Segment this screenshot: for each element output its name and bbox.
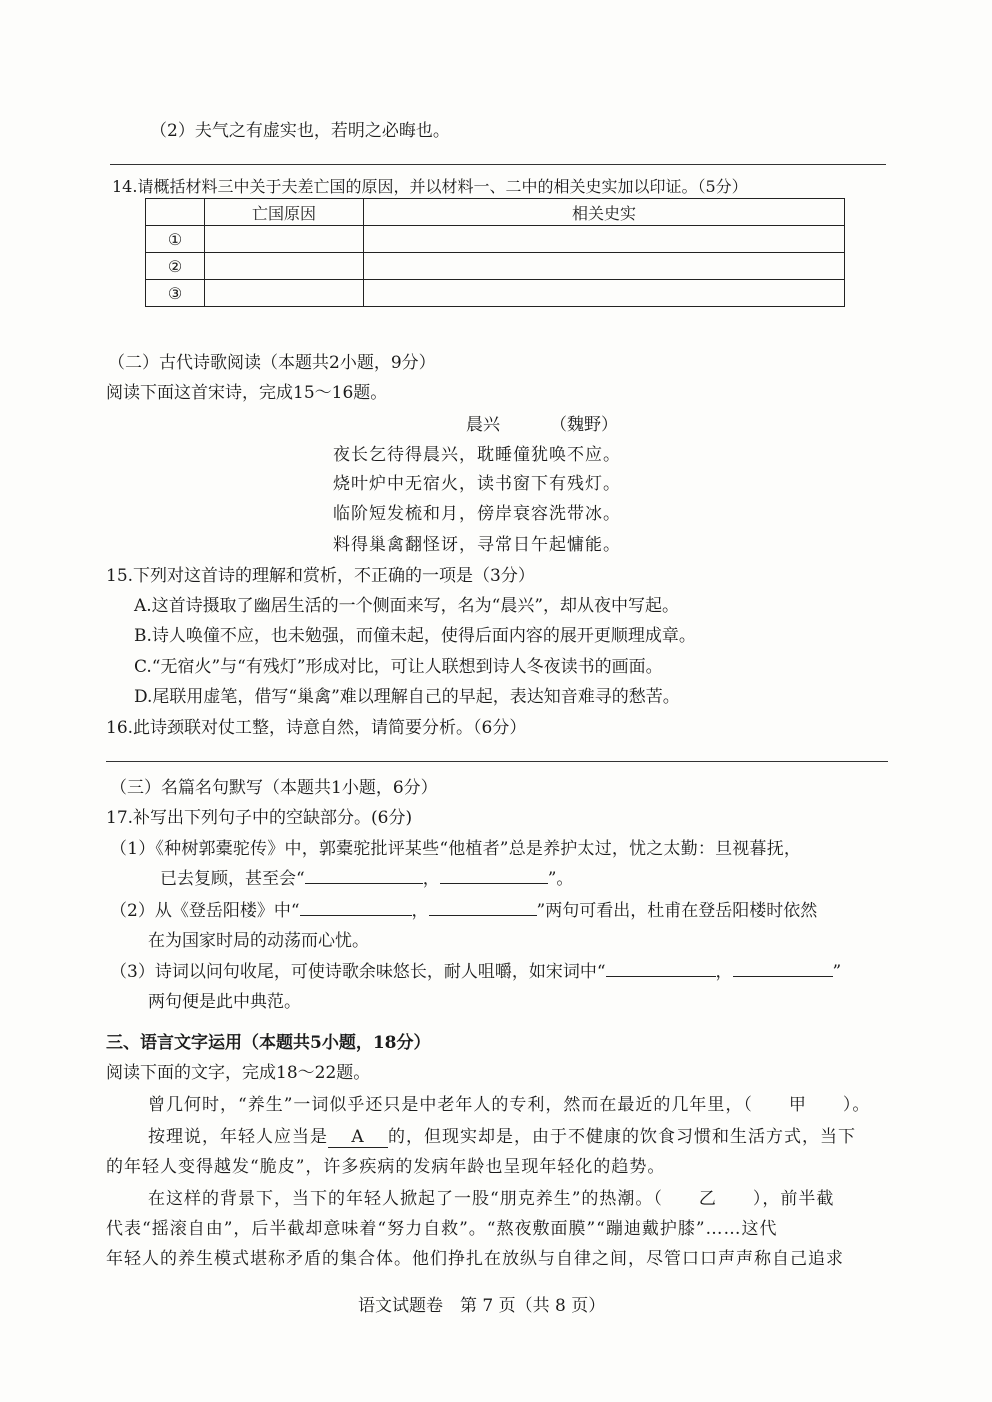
section-intro: 阅读下面的文字，完成18～22题。 <box>106 1063 371 1083</box>
answer-line <box>106 761 888 762</box>
passage-p3-line3: 年轻人的养生模式堪称矛盾的集合体。他们挣扎在放纵与自律之间，尽管口口声声称自己追求 <box>106 1249 844 1269</box>
passage-p2 <box>148 1122 856 1148</box>
q17-item2 <box>110 896 817 921</box>
section-heading: （二）古代诗歌阅读（本题共2小题，9分） <box>108 353 436 373</box>
q17-item3 <box>110 957 841 982</box>
q14-table <box>145 198 845 307</box>
answer-cell[interactable] <box>364 253 845 280</box>
table-row <box>146 226 845 253</box>
item-text: 已去复顾，甚至会“ <box>160 869 305 889</box>
q13-line2: （2）夫气之有虚实也，若明之必晦也。 <box>150 121 450 141</box>
section-intro: 阅读下面这首宋诗，完成15～16题。 <box>106 383 388 403</box>
passage-p3-line2: 代表“摇滚自由”，后半截却意味着“努力自救”。“熬夜敷面膜”“蹦迪戴护膝”……这代 <box>106 1219 778 1239</box>
blank-input[interactable] <box>300 899 412 916</box>
answer-line <box>110 164 886 165</box>
table-header-cell: 相关史实 <box>364 199 845 226</box>
q17-item2-line2: 在为国家时局的动荡而心忧。 <box>148 931 369 951</box>
q17-item3-line2: 两句便是此中典范。 <box>148 992 301 1012</box>
passage-p3: 在这样的背景下，当下的年轻人掀起了一股“朋克养生”的热潮。（ 乙 ），前半截 <box>148 1189 835 1209</box>
option-d: D.尾联用虚笔，借写“巢禽”难以理解自己的早起，表达知音难寻的愁苦。 <box>134 687 680 707</box>
option-b: B.诗人唤僮不应，也未勉强，而僮未起，使得后面内容的展开更顺理成章。 <box>134 626 696 646</box>
q17-item1-line2 <box>160 864 573 889</box>
q17-stem: 17.补写出下列句子中的空缺部分。(6分) <box>106 808 413 828</box>
passage-p2-line2: 的年轻人变得越发“脆皮”，许多疾病的发病年龄也呈现年轻化的趋势。 <box>106 1157 666 1177</box>
blank-input[interactable] <box>440 867 548 884</box>
answer-cell[interactable] <box>205 253 364 280</box>
passage-text: 按理说，年轻人应当是 <box>148 1127 328 1147</box>
q14-prompt: 14.请概括材料三中关于夫差亡国的原因，并以材料一、二中的相关史实加以印证。（5分） <box>112 177 748 196</box>
item-text: ”两句可看出，杜甫在登岳阳楼时依然 <box>536 901 818 921</box>
close-quote: ”。 <box>547 869 574 889</box>
item-text: （2）从《登岳阳楼》中“ <box>110 901 300 921</box>
answer-cell[interactable] <box>364 226 845 253</box>
item-text: （3）诗词以问句收尾，可使诗歌余味悠长，耐人咀嚼，如宋词中“ <box>110 962 606 982</box>
blank-a: A <box>328 1127 388 1148</box>
table-row <box>146 253 845 280</box>
blank-input[interactable] <box>733 960 833 977</box>
row-number: ③ <box>146 280 205 307</box>
table-row <box>146 280 845 307</box>
poem-line: 临阶短发梳和月，傍岸衰容洗带冰。 <box>333 504 621 524</box>
passage-p1: 曾几何时，“养生”一词似乎还只是中老年人的专利，然而在最近的几年里，（ 甲 ）。 <box>148 1095 871 1115</box>
option-c: C.“无宿火”与“有残灯”形成对比，可让人联想到诗人冬夜读书的画面。 <box>134 657 663 677</box>
close-quote: ” <box>832 962 842 982</box>
row-number: ② <box>146 253 205 280</box>
table-header-row <box>146 199 845 226</box>
q16-stem: 16.此诗颈联对仗工整，诗意自然，请简要分析。（6分） <box>106 718 527 738</box>
blank-input[interactable] <box>305 867 423 884</box>
section-heading: 三、语言文字运用（本题共5小题，18分） <box>106 1033 431 1053</box>
answer-cell[interactable] <box>205 226 364 253</box>
table-header-cell <box>146 199 205 226</box>
section-heading: （三）名篇名句默写（本题共1小题，6分） <box>110 778 438 798</box>
blank-input[interactable] <box>429 899 537 916</box>
q15-stem: 15.下列对这首诗的理解和赏析，不正确的一项是（3分） <box>106 566 535 586</box>
option-a: A.这首诗摄取了幽居生活的一个侧面来写，名为“晨兴”，却从夜中写起。 <box>134 596 680 616</box>
blank-input[interactable] <box>606 960 716 977</box>
comma: ， <box>715 962 733 982</box>
answer-cell[interactable] <box>205 280 364 307</box>
poem-line: 夜长乞待得晨兴，耽睡僮犹唤不应。 <box>333 445 621 465</box>
poem-line: 料得巢禽翻怪讶，寻常日午起慵能。 <box>333 535 621 555</box>
row-number: ① <box>146 226 205 253</box>
q17-item1: （1）《种树郭橐驼传》中，郭橐驼批评某些“他植者”总是养护太过，忧之太勤：旦视暮抚， <box>110 839 802 859</box>
page-footer: 语文试题卷 第 7 页（共 8 页） <box>358 1296 606 1316</box>
comma: ， <box>422 869 440 889</box>
table-header-cell: 亡国原因 <box>205 199 364 226</box>
poem-line: 烧叶炉中无宿火，读书窗下有残灯。 <box>333 474 621 494</box>
answer-cell[interactable] <box>364 280 845 307</box>
comma: ， <box>411 901 429 921</box>
poem-title: 晨兴 <box>466 415 500 435</box>
poem-author: （魏野） <box>550 415 618 435</box>
passage-text: 的，但现实却是，由于不健康的饮食习惯和生活方式，当下 <box>388 1127 856 1147</box>
